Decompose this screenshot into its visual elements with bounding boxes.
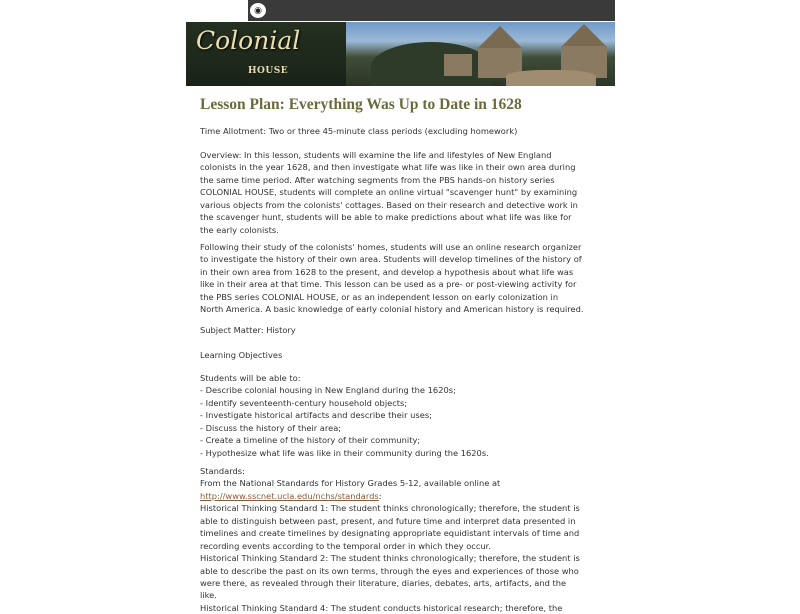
text-line: Subject Matter: History (200, 325, 296, 335)
text-line: like in their area at that time. This lesson can be used as a pre- or post-viewing activity for (200, 279, 577, 290)
list-item: - Discuss the history of their area; (200, 422, 342, 433)
text-line: able to describe the past on its own terms, through the eyes and experiences of those who (200, 565, 579, 576)
standards-link[interactable]: http://www.sscnet.ucla.edu/nchs/standards (200, 490, 379, 501)
page-title: Lesson Plan: Everything Was Up to Date in 1628 (200, 96, 522, 113)
text-line: the same time period. After watching segments from the PBS hands-on history series (200, 174, 555, 185)
following-paragraph (200, 241, 584, 316)
text-line: Following their study of the colonists' homes, students will use an online research organizer (200, 242, 582, 252)
banner-roof (478, 26, 522, 48)
text-line: like. (200, 590, 217, 601)
standards-link-line (200, 490, 580, 502)
text-line: Historical Thinking Standard 1: The student thinks chronologically; therefore, the student is (200, 503, 580, 514)
colonial-house-banner (186, 22, 615, 86)
objectives-list (200, 372, 489, 459)
text-line: to investigate the history of their own area. Students will develop timelines of the history of (200, 254, 582, 265)
header-left (186, 0, 248, 21)
list-item: Students will be able to: (200, 373, 301, 383)
top-nav-bar (248, 0, 615, 21)
banner-house (444, 54, 472, 76)
text-line: able to distinguish between past, present, and future time and interpret data presented in (200, 515, 576, 526)
list-item: - Create a timeline of the history of their community; (200, 435, 421, 446)
banner-roof (562, 24, 606, 46)
house-logo: HOUSE (248, 66, 289, 76)
text-line: Learning Objectives (200, 350, 283, 360)
text-line: the early colonists. (200, 224, 279, 235)
list-item: - Identify seventeenth-century household objects; (200, 397, 408, 408)
text-line: timelines and create timelines by designating appropriate equidistant intervals of time and (200, 528, 580, 539)
time-allotment (200, 125, 517, 137)
text-line: the PBS series COLONIAL HOUSE, or as an independent lesson on early colonization in (200, 291, 559, 302)
text-line: the scavenger hunt, students will be able to make predictions about what life was like for (200, 212, 572, 223)
text-line: Overview: In this lesson, students will examine the life and lifestyles of New England (200, 150, 552, 160)
text-line: recording events according to the temporal order in which they occur. (200, 540, 491, 551)
subject-matter (200, 324, 296, 336)
list-item: - Investigate historical artifacts and describe their uses; (200, 410, 432, 421)
banner-hill (371, 42, 491, 86)
pbs-logo-icon[interactable]: ◉ (248, 1, 268, 20)
list-item: - Hypothesize what life was like in their community during the 1620s. (200, 447, 489, 458)
text-line: North America. A basic knowledge of early colonial history and American history is required. (200, 304, 584, 315)
text-line: in their own area from 1628 to the present, and develop a hypothesis about what life was (200, 266, 574, 277)
list-item: - Describe colonial housing in New England during the 1620s; (200, 385, 456, 396)
standards-section (200, 465, 580, 614)
standards-intro: From the National Standards for History Grades 5-12, available online at (200, 478, 501, 489)
text-line: Historical Thinking Standard 4: The student conducts historical research; therefore, the (200, 602, 563, 613)
link-suffix: : (378, 490, 382, 501)
text-line: various objects from the colonists' cottages. Based on their research and detective work in (200, 199, 578, 210)
standards-heading: Standards: (200, 466, 245, 476)
banner-path (506, 70, 596, 86)
text-line: Time Allotment: Two or three 45-minute class periods (excluding homework) (200, 126, 518, 136)
text-line: COLONIAL HOUSE, students will complete an online virtual "scavenger hunt" by examining (200, 187, 578, 198)
text-line: Historical Thinking Standard 2: The student thinks chronologically; therefore, the student is (200, 553, 580, 564)
text-line: colonists in the year 1628, and then investigate what life was like in their own area during (200, 162, 576, 173)
text-line: were there, as revealed through their literature, diaries, debates, arts, artifacts, and the (200, 577, 567, 588)
colonial-logo: Colonial (196, 26, 301, 55)
overview-paragraph (200, 149, 578, 236)
learning-objectives-heading (200, 349, 282, 361)
